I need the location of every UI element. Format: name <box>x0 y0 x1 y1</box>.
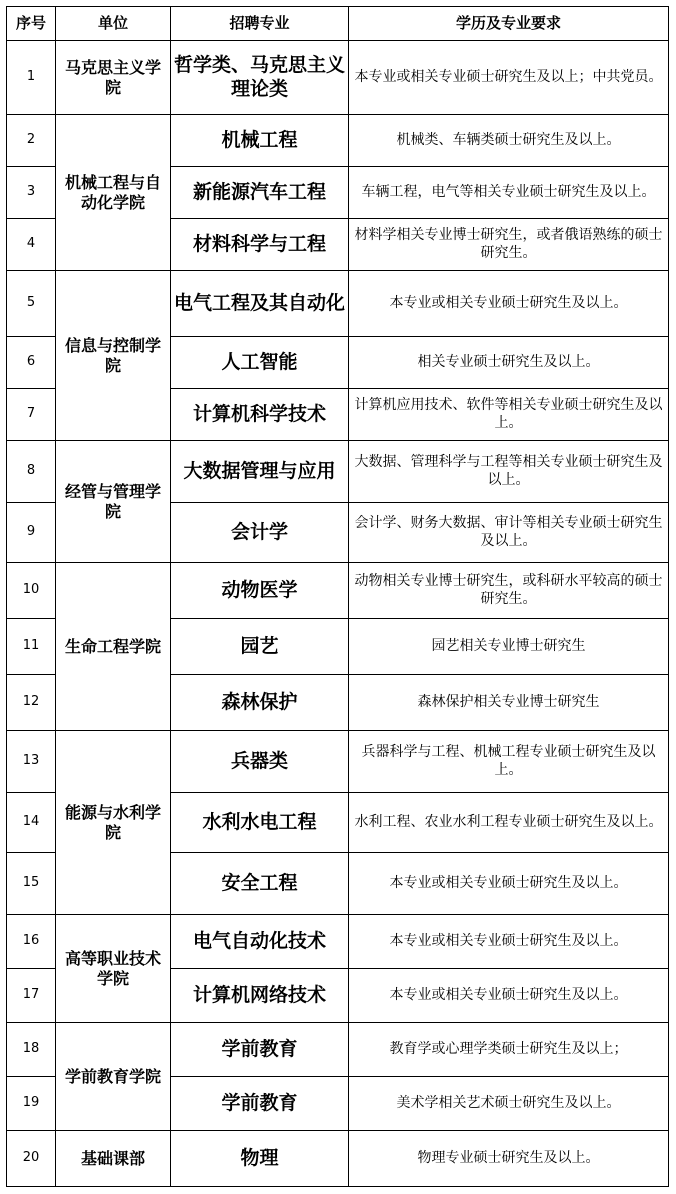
row-requirements: 本专业或相关专业硕士研究生及以上。 <box>349 853 669 915</box>
row-major: 兵器类 <box>171 731 349 793</box>
row-requirements: 会计学、财务大数据、审计等相关专业硕士研究生及以上。 <box>349 503 669 563</box>
row-serial-no: 19 <box>7 1077 56 1131</box>
row-unit: 机械工程与自动化学院 <box>56 115 171 271</box>
recruitment-table <box>6 6 669 1187</box>
table-row <box>7 441 669 503</box>
row-requirements: 大数据、管理科学与工程等相关专业硕士研究生及以上。 <box>349 441 669 503</box>
row-major: 动物医学 <box>171 563 349 619</box>
row-unit: 基础课部 <box>56 1131 171 1187</box>
row-requirements: 本专业或相关专业硕士研究生及以上。 <box>349 271 669 337</box>
row-major: 学前教育 <box>171 1077 349 1131</box>
row-serial-no: 1 <box>7 41 56 115</box>
header-serial-no: 序号 <box>7 7 56 41</box>
row-major: 水利水电工程 <box>171 793 349 853</box>
row-serial-no: 6 <box>7 337 56 389</box>
row-requirements: 本专业或相关专业硕士研究生及以上；中共党员。 <box>349 41 669 115</box>
table-row <box>7 1023 669 1077</box>
row-serial-no: 2 <box>7 115 56 167</box>
row-serial-no: 12 <box>7 675 56 731</box>
row-requirements: 计算机应用技术、软件等相关专业硕士研究生及以上。 <box>349 389 669 441</box>
row-requirements: 动物相关专业博士研究生，或科研水平较高的硕士研究生。 <box>349 563 669 619</box>
row-serial-no: 8 <box>7 441 56 503</box>
table-row <box>7 731 669 793</box>
row-serial-no: 7 <box>7 389 56 441</box>
row-requirements: 物理专业硕士研究生及以上。 <box>349 1131 669 1187</box>
row-serial-no: 3 <box>7 167 56 219</box>
row-serial-no: 16 <box>7 915 56 969</box>
row-requirements: 园艺相关专业博士研究生 <box>349 619 669 675</box>
header-unit: 单位 <box>56 7 171 41</box>
row-major: 会计学 <box>171 503 349 563</box>
row-serial-no: 13 <box>7 731 56 793</box>
row-requirements: 兵器科学与工程、机械工程专业硕士研究生及以上。 <box>349 731 669 793</box>
row-major: 计算机网络技术 <box>171 969 349 1023</box>
row-serial-no: 20 <box>7 1131 56 1187</box>
row-major: 学前教育 <box>171 1023 349 1077</box>
row-serial-no: 17 <box>7 969 56 1023</box>
row-unit: 信息与控制学院 <box>56 271 171 441</box>
row-major: 新能源汽车工程 <box>171 167 349 219</box>
row-requirements: 教育学或心理学类硕士研究生及以上； <box>349 1023 669 1077</box>
row-major: 材料科学与工程 <box>171 219 349 271</box>
row-requirements: 材料学相关专业博士研究生，或者俄语熟练的硕士研究生。 <box>349 219 669 271</box>
row-unit: 学前教育学院 <box>56 1023 171 1131</box>
header-major: 招聘专业 <box>171 7 349 41</box>
row-serial-no: 5 <box>7 271 56 337</box>
row-major: 森林保护 <box>171 675 349 731</box>
row-major: 园艺 <box>171 619 349 675</box>
row-requirements: 水利工程、农业水利工程专业硕士研究生及以上。 <box>349 793 669 853</box>
row-unit: 经管与管理学院 <box>56 441 171 563</box>
row-requirements: 美术学相关艺术硕士研究生及以上。 <box>349 1077 669 1131</box>
table-row <box>7 915 669 969</box>
row-serial-no: 10 <box>7 563 56 619</box>
row-major: 计算机科学技术 <box>171 389 349 441</box>
row-serial-no: 14 <box>7 793 56 853</box>
table-row <box>7 41 669 115</box>
row-serial-no: 4 <box>7 219 56 271</box>
header-requirements: 学历及专业要求 <box>349 7 669 41</box>
row-major: 哲学类、马克思主义理论类 <box>171 41 349 115</box>
row-major: 电气自动化技术 <box>171 915 349 969</box>
header-row <box>7 7 669 41</box>
row-major: 电气工程及其自动化 <box>171 271 349 337</box>
row-major: 机械工程 <box>171 115 349 167</box>
row-serial-no: 9 <box>7 503 56 563</box>
row-requirements: 相关专业硕士研究生及以上。 <box>349 337 669 389</box>
row-requirements: 机械类、车辆类硕士研究生及以上。 <box>349 115 669 167</box>
table-row <box>7 115 669 167</box>
row-unit: 高等职业技术学院 <box>56 915 171 1023</box>
row-unit: 能源与水利学院 <box>56 731 171 915</box>
table-row <box>7 1131 669 1187</box>
row-requirements: 森林保护相关专业博士研究生 <box>349 675 669 731</box>
table-row <box>7 271 669 337</box>
row-major: 人工智能 <box>171 337 349 389</box>
row-requirements: 本专业或相关专业硕士研究生及以上。 <box>349 915 669 969</box>
row-major: 大数据管理与应用 <box>171 441 349 503</box>
row-unit: 马克思主义学院 <box>56 41 171 115</box>
row-serial-no: 11 <box>7 619 56 675</box>
row-requirements: 车辆工程，电气等相关专业硕士研究生及以上。 <box>349 167 669 219</box>
row-requirements: 本专业或相关专业硕士研究生及以上。 <box>349 969 669 1023</box>
row-major: 物理 <box>171 1131 349 1187</box>
row-major: 安全工程 <box>171 853 349 915</box>
row-unit: 生命工程学院 <box>56 563 171 731</box>
row-serial-no: 18 <box>7 1023 56 1077</box>
table-row <box>7 563 669 619</box>
row-serial-no: 15 <box>7 853 56 915</box>
